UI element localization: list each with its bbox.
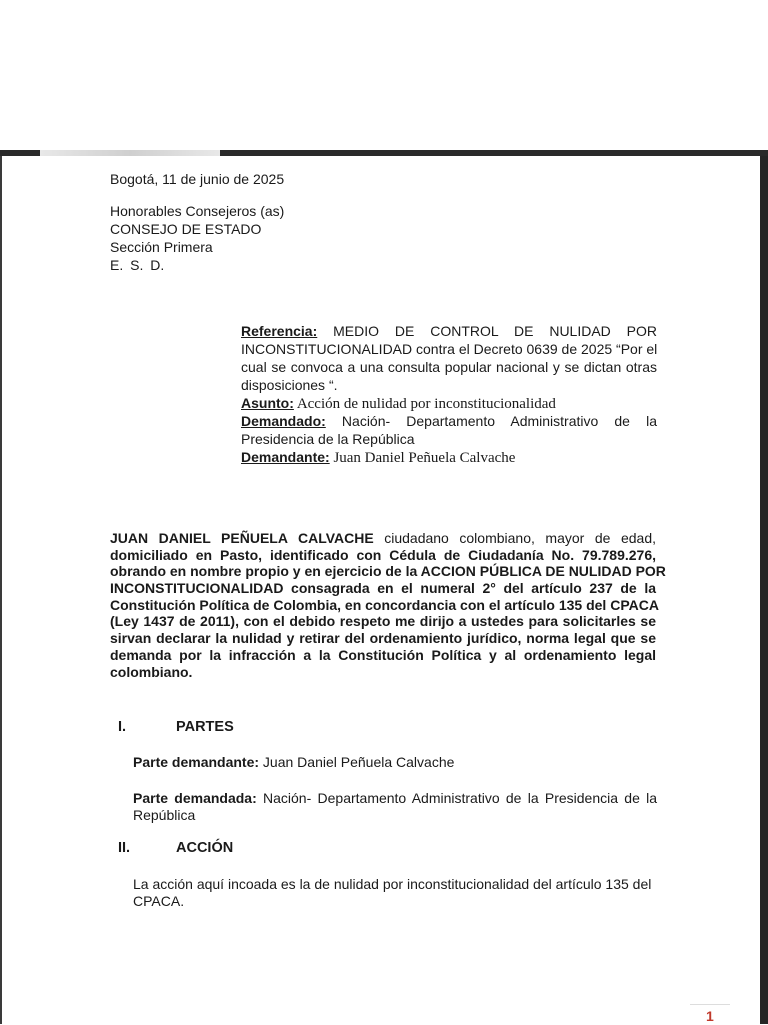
parte-demandante-label: Parte demandante: bbox=[133, 754, 260, 770]
intro-line-9: colombiano. bbox=[110, 663, 193, 680]
section-1-number: I. bbox=[118, 719, 127, 735]
accion-line-2: CPACA. bbox=[133, 893, 185, 909]
parte-demandada-line-2: República bbox=[133, 807, 196, 823]
addressee-line-4: E. S. D. bbox=[110, 257, 165, 273]
demandado-line-2: Presidencia de la República bbox=[241, 431, 415, 447]
demandado-line-1 bbox=[241, 412, 657, 430]
demandado-label: Demandado: bbox=[241, 413, 326, 429]
page-left-edge bbox=[0, 156, 2, 1024]
demandante-label: Demandante: bbox=[241, 449, 330, 465]
page-top-edge bbox=[0, 150, 768, 156]
section-1-title: PARTES bbox=[176, 719, 234, 735]
parte-demandada-line-1 bbox=[133, 790, 657, 807]
asunto-line bbox=[241, 394, 657, 412]
demandante-line bbox=[241, 448, 657, 466]
intro-line-7: sirvan declarar la nulidad y retirar del ordenamiento jurídico, norma legal que se bbox=[110, 630, 656, 647]
asunto-label: Asunto: bbox=[241, 395, 294, 411]
accion-paragraph bbox=[133, 876, 657, 910]
intro-line-1-rest: ciudadano colombiano, mayor de edad, bbox=[373, 530, 656, 546]
section-2-title: ACCIÓN bbox=[176, 840, 234, 856]
addressee-line-1: Honorables Consejeros (as) bbox=[110, 203, 285, 219]
place-date: Bogotá, 11 de junio de 2025 bbox=[110, 171, 285, 187]
demandante-text: Juan Daniel Peñuela Calvache bbox=[329, 450, 516, 466]
page-number: 1 bbox=[706, 1008, 714, 1024]
reference-block bbox=[241, 322, 657, 466]
parte-demandada-label: Parte demandada: bbox=[133, 790, 257, 806]
reference-line-1 bbox=[241, 322, 657, 340]
asunto-text: Acción de nulidad por inconstitucionalidad bbox=[293, 396, 556, 412]
demandado-text-1: Nación- Departamento Administrativo de la bbox=[341, 413, 657, 429]
intro-line-8: demanda por la infracción a la Constitución Política y al ordenamiento legal bbox=[110, 646, 656, 663]
addressee-line-2: CONSEJO DE ESTADO bbox=[110, 221, 262, 237]
intro-line-5: Constitución Política de Colombia, en concordancia con el artículo 135 del CPACA bbox=[110, 596, 659, 613]
reference-line-3: cual se convoca a una consulta popular nacional y se dictan otras bbox=[241, 359, 657, 375]
section-2-number: II. bbox=[118, 840, 131, 856]
intro-line-4: INCONSTITUCIONALIDAD consagrada en el numeral 2° del artículo 237 de la bbox=[110, 580, 656, 597]
parte-demandada bbox=[133, 790, 657, 824]
parte-demandante bbox=[133, 754, 454, 771]
intro-line-1 bbox=[110, 530, 656, 547]
reference-label: Referencia: bbox=[241, 323, 318, 339]
intro-line-2: domiciliado en Pasto, identificado con Cédula de Ciudadanía No. 79.789.276, bbox=[110, 546, 656, 563]
intro-paragraph bbox=[110, 530, 666, 680]
accion-line-1: La acción aquí incoada es la de nulidad por inconstitucionalidad del artículo 135 del bbox=[133, 876, 652, 892]
reference-line-4: disposiciones “. bbox=[241, 377, 338, 393]
intro-line-3: obrando en nombre propio y en ejercicio de la ACCION PÚBLICA DE NULIDAD POR bbox=[110, 563, 666, 580]
page-right-edge bbox=[760, 156, 768, 1024]
reference-line-2: INCONSTITUCIONALIDAD contra el Decreto 0639 de 2025 “Por el bbox=[241, 341, 658, 357]
parte-demandante-value: Juan Daniel Peñuela Calvache bbox=[259, 754, 455, 770]
intro-line-6: (Ley 1437 de 2011), con el debido respeto me dirijo a ustedes para solicitarles se bbox=[110, 613, 656, 630]
plaintiff-name: JUAN DANIEL PEÑUELA CALVACHE bbox=[110, 530, 374, 546]
addressee-line-3: Sección Primera bbox=[110, 239, 213, 255]
reference-text-1: MEDIO DE CONTROL DE NULIDAD POR bbox=[333, 323, 657, 339]
parte-demandada-value-1: Nación- Departamento Administrativo de la Presidencia de la bbox=[256, 790, 658, 806]
